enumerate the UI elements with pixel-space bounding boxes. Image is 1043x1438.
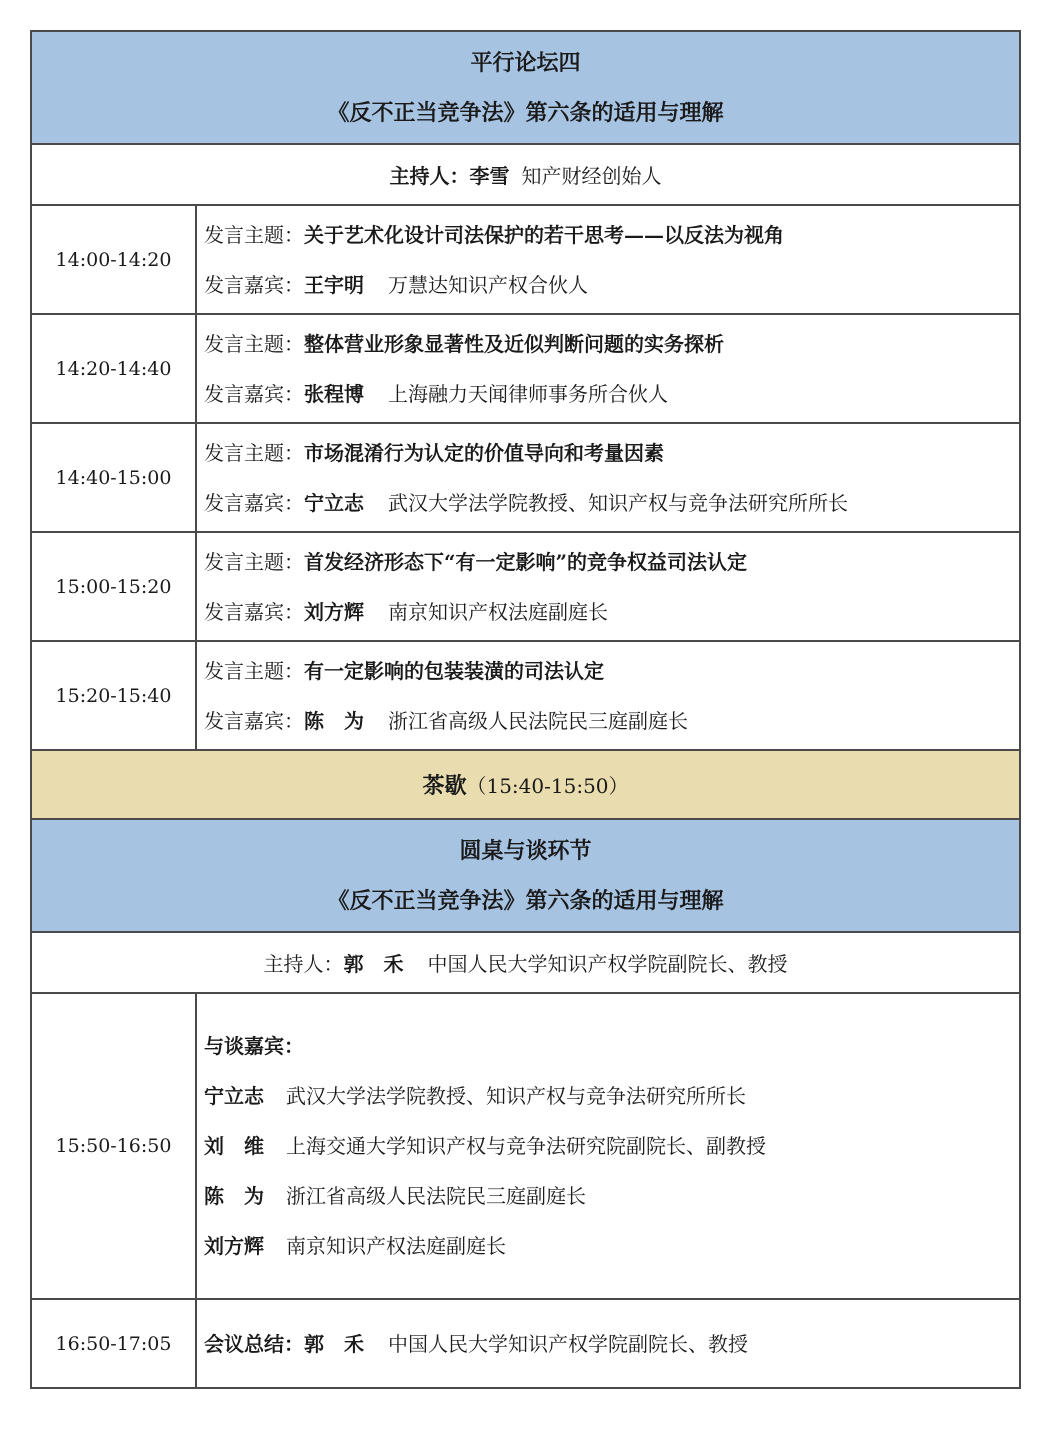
host-label: 主持人： bbox=[389, 164, 470, 188]
summary-label: 会议总结： bbox=[204, 1331, 304, 1356]
session-time: 15:20-15:40 bbox=[31, 641, 196, 750]
topic-label: 发言主题： bbox=[204, 549, 304, 574]
host-title: 知产财经创始人 bbox=[521, 164, 662, 188]
panelist-title: 南京知识产权法庭副庭长 bbox=[286, 1234, 506, 1258]
topic-label: 发言主题： bbox=[204, 222, 304, 247]
session-time: 15:00-15:20 bbox=[31, 532, 196, 641]
speaker-affiliation: 万慧达知识产权合伙人 bbox=[388, 272, 588, 297]
tea-label: 茶歇 bbox=[422, 773, 467, 799]
panelist-name: 刘方辉 bbox=[204, 1234, 264, 1258]
host-name: 郭 禾 bbox=[343, 952, 404, 976]
panelist bbox=[204, 1221, 1019, 1271]
session-topic: 有一定影响的包装装潢的司法认定 bbox=[304, 658, 604, 683]
speaker-label: 发言嘉宾： bbox=[204, 272, 304, 297]
topic-label: 发言主题： bbox=[204, 331, 304, 356]
panelist bbox=[204, 1071, 1019, 1121]
session-row bbox=[31, 423, 1020, 532]
forum-title: 平行论坛四 bbox=[470, 49, 581, 76]
panelist-name: 刘 维 bbox=[204, 1134, 264, 1158]
host-label: 主持人： bbox=[263, 952, 344, 976]
session-topic: 整体营业形象显著性及近似判断问题的实务探析 bbox=[304, 331, 724, 356]
roundtable-subtitle: 《反不正当竞争法》第六条的适用与理解 bbox=[327, 887, 724, 914]
roundtable-title: 圆桌与谈环节 bbox=[459, 837, 592, 864]
session-row bbox=[31, 532, 1020, 641]
panel-time: 15:50-16:50 bbox=[31, 993, 196, 1299]
speaker-label: 发言嘉宾： bbox=[204, 599, 304, 624]
host-name: 李雪 bbox=[469, 164, 510, 188]
speaker-affiliation: 南京知识产权法庭副庭长 bbox=[388, 599, 608, 624]
speaker-affiliation: 浙江省高级人民法院民三庭副庭长 bbox=[388, 708, 688, 733]
roundtable-host-row bbox=[31, 932, 1020, 993]
session-time: 14:20-14:40 bbox=[31, 314, 196, 423]
speaker-affiliation: 武汉大学法学院教授、知识产权与竞争法研究所所长 bbox=[388, 490, 848, 515]
forum-header bbox=[31, 31, 1020, 144]
roundtable-header bbox=[31, 819, 1020, 932]
summary-title: 中国人民大学知识产权学院副院长、教授 bbox=[388, 1331, 748, 1356]
speaker-name: 陈 为 bbox=[304, 708, 364, 733]
summary-name: 郭 禾 bbox=[304, 1331, 364, 1356]
session-row bbox=[31, 205, 1020, 314]
tea-break-row bbox=[31, 750, 1020, 819]
topic-label: 发言主题： bbox=[204, 658, 304, 683]
tea-time: （15:40-15:50） bbox=[466, 774, 629, 798]
speaker-label: 发言嘉宾： bbox=[204, 708, 304, 733]
speaker-name: 王宇明 bbox=[304, 272, 364, 297]
panelist-name: 陈 为 bbox=[204, 1184, 264, 1208]
agenda-table bbox=[30, 30, 1021, 1389]
speaker-label: 发言嘉宾： bbox=[204, 490, 304, 515]
session-row bbox=[31, 641, 1020, 750]
session-row bbox=[31, 314, 1020, 423]
forum-host-row bbox=[31, 144, 1020, 205]
panelist bbox=[204, 1171, 1019, 1221]
panel-row bbox=[31, 993, 1020, 1299]
speaker-name: 张程博 bbox=[304, 381, 364, 406]
speaker-name: 宁立志 bbox=[304, 490, 364, 515]
panelist bbox=[204, 1121, 1019, 1171]
speaker-name: 刘方辉 bbox=[304, 599, 364, 624]
summary-time: 16:50-17:05 bbox=[31, 1299, 196, 1388]
session-time: 14:40-15:00 bbox=[31, 423, 196, 532]
panelist-title: 浙江省高级人民法院民三庭副庭长 bbox=[286, 1184, 586, 1208]
session-topic: 关于艺术化设计司法保护的若干思考——以反法为视角 bbox=[304, 222, 784, 247]
panel-label: 与谈嘉宾： bbox=[204, 1034, 304, 1058]
summary-row bbox=[31, 1299, 1020, 1388]
session-topic: 市场混淆行为认定的价值导向和考量因素 bbox=[304, 440, 664, 465]
panelist-title: 武汉大学法学院教授、知识产权与竞争法研究所所长 bbox=[286, 1084, 746, 1108]
panelist-title: 上海交通大学知识产权与竞争法研究院副院长、副教授 bbox=[286, 1134, 766, 1158]
panelist-name: 宁立志 bbox=[204, 1084, 264, 1108]
forum-subtitle: 《反不正当竞争法》第六条的适用与理解 bbox=[327, 99, 724, 126]
session-time: 14:00-14:20 bbox=[31, 205, 196, 314]
speaker-affiliation: 上海融力天闻律师事务所合伙人 bbox=[388, 381, 668, 406]
speaker-label: 发言嘉宾： bbox=[204, 381, 304, 406]
session-topic: 首发经济形态下“有一定影响”的竞争权益司法认定 bbox=[304, 549, 748, 574]
host-title: 中国人民大学知识产权学院副院长、教授 bbox=[427, 952, 788, 976]
topic-label: 发言主题： bbox=[204, 440, 304, 465]
